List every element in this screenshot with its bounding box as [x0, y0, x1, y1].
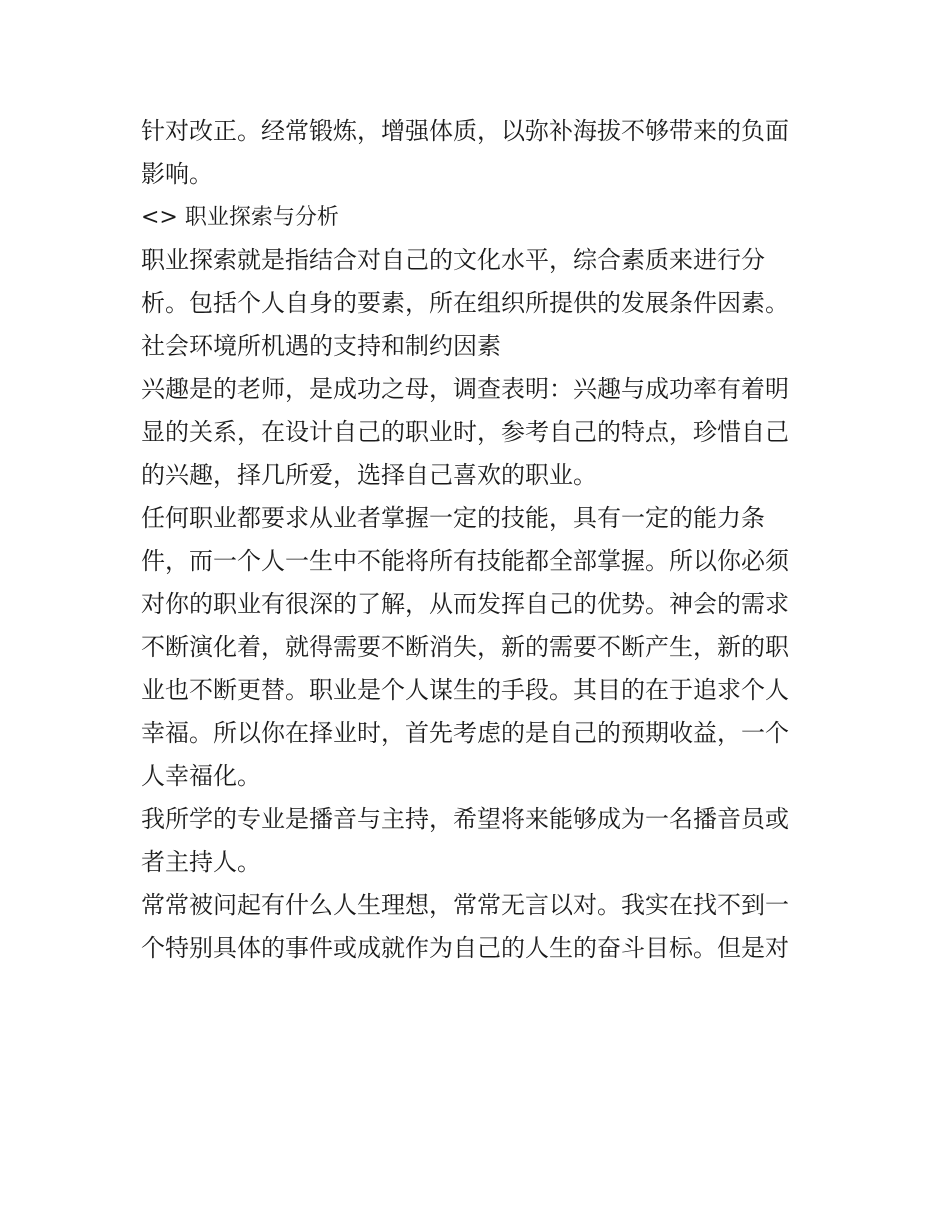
text-line: 常常被问起有什么人生理想，常常无言以对。我实在找不到一: [141, 891, 789, 919]
text-line: 社会环境所机遇的支持和制约因素: [141, 332, 501, 360]
text-line: 幸福。所以你在择业时，首先考虑的是自己的预期收益，一个: [141, 719, 789, 747]
document-body: [141, 110, 813, 970]
text-line: 影响。: [141, 160, 213, 188]
text-line: 针对改正。经常锻炼，增强体质，以弥补海拔不够带来的负面: [141, 117, 789, 145]
text-line: 显的关系，在设计自己的职业时，参考自己的特点，珍惜自己: [141, 418, 789, 446]
text-line: 件，而一个人一生中不能将所有技能都全部掌握。所以你必须: [141, 547, 789, 575]
section-heading: <> 职业探索与分析: [141, 205, 339, 230]
text-line: 职业探索就是指结合对自己的文化水平，综合素质来进行分: [141, 246, 765, 274]
text-line: 对你的职业有很深的了解，从而发挥自己的优势。神会的需求: [141, 590, 789, 618]
text-line: 兴趣是的老师，是成功之母，调查表明：兴趣与成功率有着明: [141, 375, 789, 403]
text-line: 的兴趣，择几所爱，选择自己喜欢的职业。: [141, 461, 597, 489]
text-line: 者主持人。: [141, 848, 261, 876]
text-line: 业也不断更替。职业是个人谋生的手段。其目的在于追求个人: [141, 676, 789, 704]
text-line: 析。包括个人自身的要素，所在组织所提供的发展条件因素。: [141, 289, 789, 317]
text-line: 我所学的专业是播音与主持，希望将来能够成为一名播音员或: [141, 805, 789, 833]
text-line: 人幸福化。: [141, 762, 261, 790]
text-line: 不断演化着，就得需要不断消失，新的需要不断产生，新的职: [141, 633, 789, 661]
text-line: 个特别具体的事件或成就作为自己的人生的奋斗目标。但是对: [141, 934, 789, 962]
text-line: 任何职业都要求从业者掌握一定的技能，具有一定的能力条: [141, 504, 765, 532]
